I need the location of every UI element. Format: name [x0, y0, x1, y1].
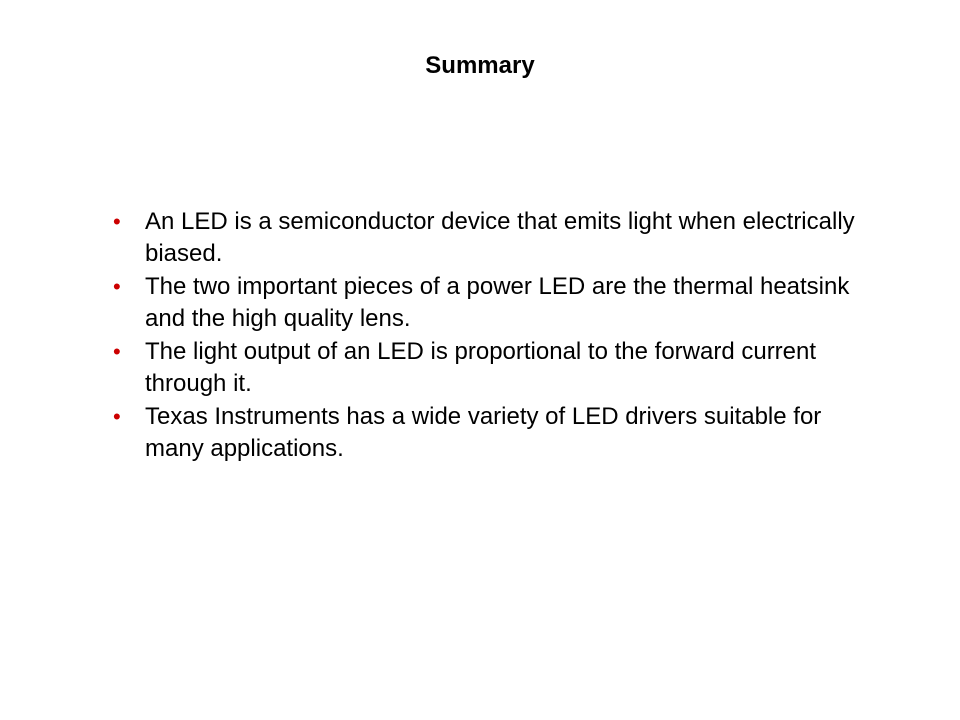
bullet-icon: •: [113, 209, 121, 234]
bullet-text: Texas Instruments has a wide variety of LED drivers suitable for many applications.: [145, 403, 822, 462]
slide-title: Summary: [425, 52, 535, 79]
bullet-text: The two important pieces of a power LED are the thermal heatsink and the high quality lens.: [145, 273, 850, 332]
bullet-item: [113, 271, 873, 335]
bullet-list: [113, 206, 873, 466]
bullet-item: [113, 336, 873, 400]
bullet-icon: •: [113, 339, 121, 364]
bullet-icon: •: [113, 404, 121, 429]
bullet-text: The light output of an LED is proportional to the forward current through it.: [145, 338, 817, 397]
bullet-icon: •: [113, 274, 121, 299]
bullet-item: [113, 401, 873, 465]
bullet-text: An LED is a semiconductor device that emits light when electrically biased.: [145, 208, 855, 267]
bullet-item: [113, 206, 873, 270]
